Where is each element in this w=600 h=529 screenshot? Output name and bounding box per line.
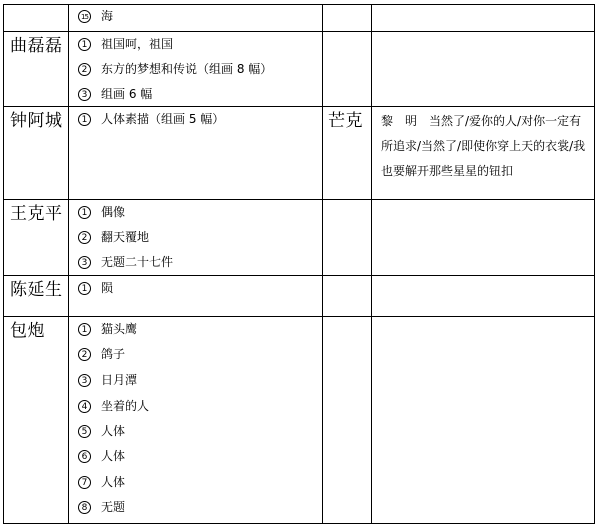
work-title: 猫头鹰 — [101, 322, 138, 336]
list-item — [78, 202, 125, 222]
poet-name: 芒克 — [328, 111, 363, 131]
circled-number: 1 — [78, 206, 91, 219]
list-item — [78, 344, 125, 364]
artist-name: 曲磊磊 — [10, 36, 63, 56]
row-divider — [3, 316, 595, 317]
list-item — [78, 59, 272, 79]
list-item — [78, 252, 173, 272]
circled-number: 2 — [78, 348, 91, 361]
artist-name: 钟阿城 — [10, 111, 63, 131]
list-item — [78, 84, 152, 104]
artist-name: 陈延生 — [10, 280, 63, 300]
circled-number: 8 — [78, 501, 91, 514]
circled-number: 3 — [78, 256, 91, 269]
work-title: 人体素描（组画 5 幅） — [101, 112, 225, 126]
work-title: 日月潭 — [101, 373, 138, 387]
circled-number: 3 — [78, 374, 91, 387]
work-title: 人体 — [101, 449, 126, 463]
table-divider-names — [68, 4, 69, 524]
work-title: 祖国呵，祖国 — [101, 37, 174, 51]
table-border-bottom — [3, 523, 595, 524]
circled-number: 7 — [78, 476, 91, 489]
list-item — [78, 497, 125, 517]
row-divider — [3, 275, 595, 276]
work-title: 组画 6 幅 — [101, 87, 153, 101]
list-item — [78, 396, 149, 416]
table-divider-works — [322, 4, 323, 524]
list-item — [78, 446, 125, 466]
list-item — [78, 319, 137, 339]
list-item — [78, 370, 137, 390]
list-item — [78, 472, 125, 492]
work-title: 翻天覆地 — [101, 230, 150, 244]
artist-name: 王克平 — [10, 204, 63, 224]
work-title: 海 — [101, 9, 114, 23]
circled-number: 1 — [78, 38, 91, 51]
circled-number: 1 — [78, 282, 91, 295]
list-item — [78, 278, 113, 298]
work-title: 陨 — [101, 281, 114, 295]
row-divider — [3, 106, 595, 107]
list-item — [78, 109, 224, 129]
circled-number: 1 — [78, 323, 91, 336]
list-item — [78, 421, 125, 441]
table-border-top — [3, 4, 595, 5]
work-title: 坐着的人 — [101, 399, 150, 413]
work-title: 偶像 — [101, 205, 126, 219]
circled-number: 5 — [78, 425, 91, 438]
list-item — [78, 227, 149, 247]
work-title: 人体 — [101, 475, 126, 489]
artist-name: 包炮 — [10, 321, 45, 341]
table-border-left — [3, 4, 4, 524]
circled-number: 1 — [78, 113, 91, 126]
work-title: 鸽子 — [101, 347, 126, 361]
circled-number: 2 — [78, 231, 91, 244]
work-title: 人体 — [101, 424, 126, 438]
table-divider-poet — [371, 4, 372, 524]
circled-number: 15 — [78, 10, 91, 23]
work-title: 无题二十七件 — [101, 255, 174, 269]
work-title: 东方的梦想和传说（组画 8 幅） — [101, 62, 273, 76]
work-title: 无题 — [101, 500, 126, 514]
row-divider — [3, 199, 595, 200]
table-border-right — [594, 4, 595, 524]
circled-number: 6 — [78, 450, 91, 463]
list-item — [78, 6, 113, 26]
circled-number: 2 — [78, 63, 91, 76]
circled-number: 3 — [78, 88, 91, 101]
row-divider — [3, 31, 595, 32]
poem-text: 黎 明 当然了/爱你的人/对你一定有所追求/当然了/即使你穿上天的衣裳/我也要解开那些星星的钮扣 — [381, 114, 586, 178]
circled-number: 4 — [78, 400, 91, 413]
list-item — [78, 34, 173, 54]
